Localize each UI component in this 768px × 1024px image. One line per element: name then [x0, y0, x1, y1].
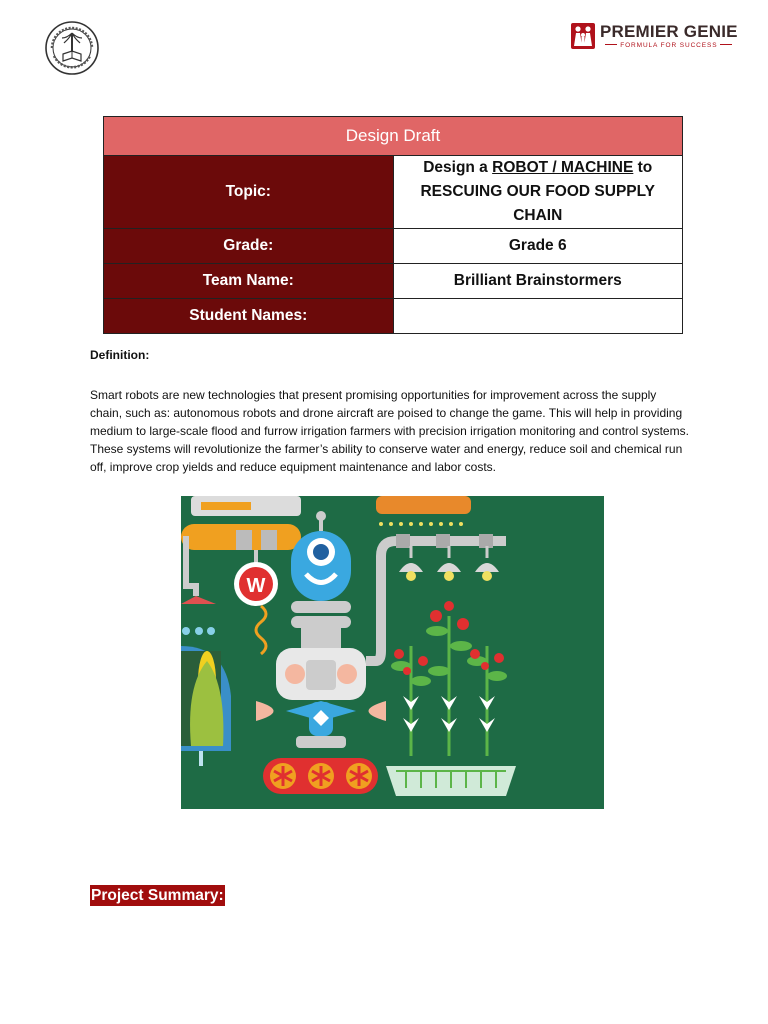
project-summary-heading: Project Summary: [91, 887, 224, 904]
dial-letter: W [246, 575, 266, 597]
topic-value-pre: Design a [423, 159, 493, 176]
topic-row [104, 156, 683, 229]
brand-logo [570, 22, 738, 50]
design-draft-title: Design Draft [104, 117, 683, 156]
topic-label: Topic: [104, 156, 394, 229]
student-names-label: Student Names: [104, 299, 394, 334]
definition-text: Smart robots are new technologies that present promising opportunities for improvement across the supply chain, such as: autonomous robots and drone aircraft are poised to change the game. This will help in providing medium to large-scale flood and furrow irrigation farmers with precision irrigation monitoring and control systems. These systems will revolutionize the farmer’s ability to conserve water and energy, reduce soil and chemical run off, improve crop yields and reduce equipment maintenance and labor costs. [90, 388, 689, 474]
farm-robot-illustration [181, 496, 604, 809]
student-names-value [393, 299, 683, 334]
family-figures-icon [570, 22, 596, 50]
topic-value [393, 156, 683, 229]
grade-value: Grade 6 [393, 229, 683, 264]
definition-heading: Definition: [90, 348, 150, 362]
team-name-value: Brilliant Brainstormers [393, 264, 683, 299]
topic-value-post: to RESCUING OUR FOOD SUPPLY CHAIN [420, 159, 656, 224]
student-names-row [104, 299, 683, 334]
topic-value-underlined: ROBOT / MACHINE [492, 159, 634, 176]
design-draft-table [103, 116, 683, 334]
brand-name: PREMIER GENIE [600, 21, 738, 41]
grade-row [104, 229, 683, 264]
school-seal-icon [44, 20, 100, 76]
grade-label: Grade: [104, 229, 394, 264]
brand-tagline: FORMULA FOR SUCCESS [600, 41, 738, 50]
team-name-label: Team Name: [104, 264, 394, 299]
team-name-row [104, 264, 683, 299]
